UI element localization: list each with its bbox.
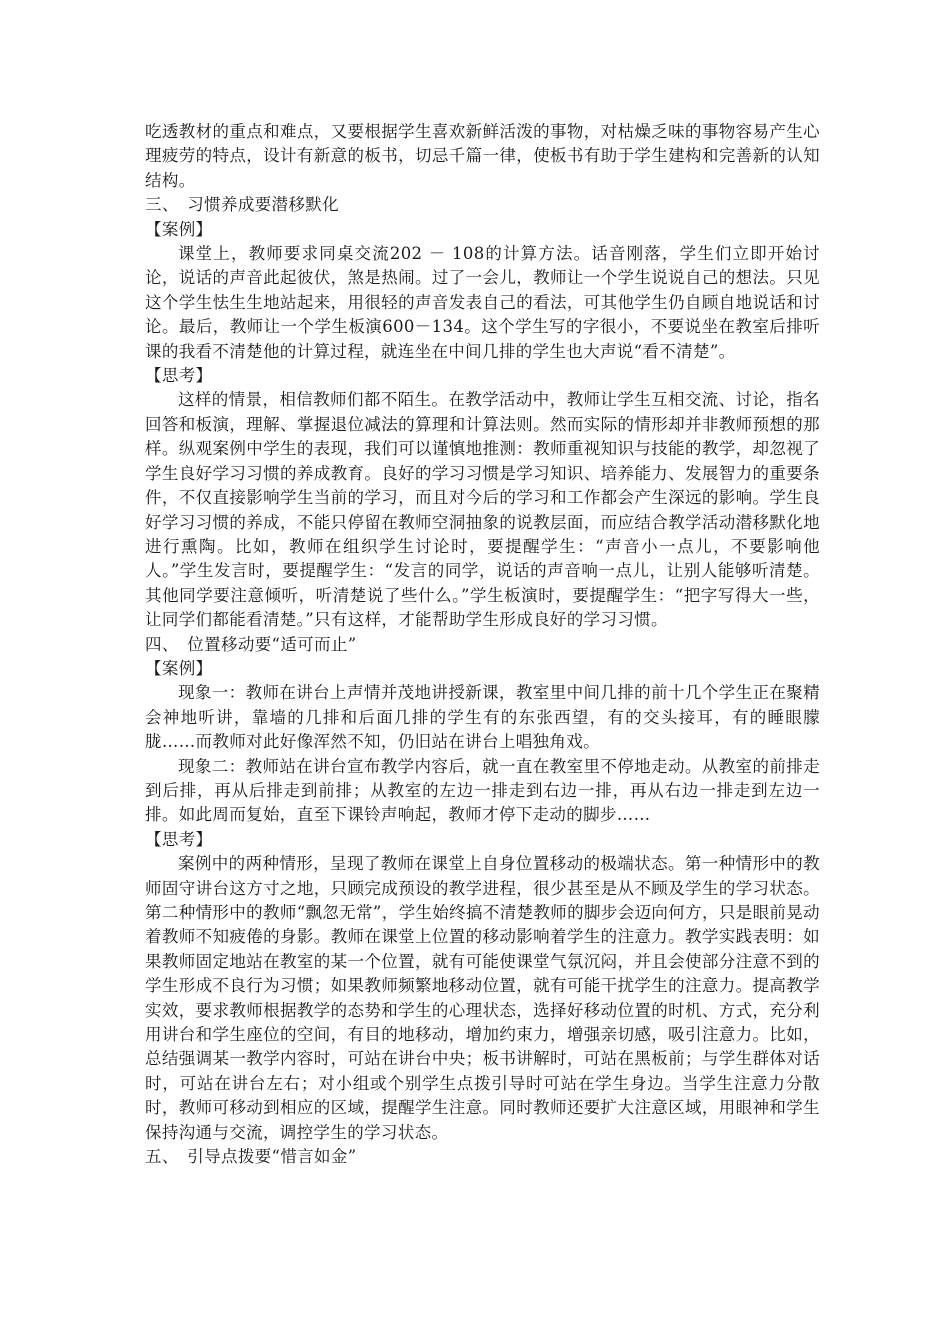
reflection-label: 【思考】 [145,829,213,849]
section-heading-3: 三、 习惯养成要潜移默化 [145,195,339,215]
case-label: 【案例】 [145,219,213,239]
reflection-paragraph: 这样的情景，相信教师们都不陌生。在教学活动中，教师让学生互相交流、讨论，指名回答和板演，理解、掌握退位减法的算理和计算法则。然而实际的情形却并非教师预想的那样。纵观案例中学生的表现，我们可以谨慎地推测：教师重视知识与技能的教学，却忽视了学生良好学习习惯的养成教育。良好的学习习惯是学习知识、培养能力、发展智力的重要条件，不仅直接影响学生当前的学习，而且对今后的学习和工作都会产生深远的影响。学生良好学习习惯的养成，不能只停留在教师空洞抽象的说教层面，而应结合教学活动潜移默化地进行熏陶。比如，教师在组织学生讨论时，要提醒学生：“声音小一点儿，不要影响他人。”学生发言时，要提醒学生：“发言的同学，说话的声音响一点儿，让别人能够听清楚。其他同学要注意倾听，听清楚说了些什么。”学生板演时，要提醒学生：“把字写得大一些，让同学们都能看清楚。”只有这样，才能帮助学生形成良好的学习习惯。 [145,390,820,630]
phenomenon-two-paragraph: 现象二：教师站在讲台宣布教学内容后，就一直在教室里不停地走动。从教室的前排走到后排，再从后排走到前排；从教室的左边一排走到右边一排，再从右边一排走到左边一排。如此周而复始，直至下课铃声响起，教师才停下走动的脚步…… [145,756,820,825]
reflection-paragraph: 案例中的两种情形，呈现了教师在课堂上自身位置移动的极端状态。第一种情形中的教师固守讲台这方寸之地，只顾完成预设的教学进程，很少甚至是从不顾及学生的学习状态。第二种情形中的教师“飘忽无常”，学生始终搞不清楚教师的脚步会迈向何方，只是眼前晃动着教师不知疲倦的身影。教师在课堂上位置的移动影响着学生的注意力。教学实践表明：如果教师固定地站在教室的某一个位置，就有可能使课堂气氛沉闷，并且会使部分注意不到的学生形成不良行为习惯；如果教师频繁地移动位置，就有可能干扰学生的注意力。提高教学实效，要求教师根据教学的态势和学生的心理状态，选择好移动位置的时机、方式，充分利用讲台和学生座位的空间，有目的地移动，增加约束力，增强亲切感，吸引注意力。比如，总结强调某一教学内容时，可站在讲台中央；板书讲解时，可站在黑板前；与学生群体对话时，可站在讲台左右；对小组或个别学生点拨引导时可站在学生身边。当学生注意力分散时，教师可移动到相应的区域，提醒学生注意。同时教师还要扩大注意区域，用眼神和学生保持沟通与交流，调控学生的学习状态。 [145,854,820,1142]
continued-paragraph: 吃透教材的重点和难点，又要根据学生喜欢新鲜活泼的事物，对枯燥乏味的事物容易产生心理疲劳的特点，设计有新意的板书，切忌千篇一律，使板书有助于学生建构和完善新的认知结构。 [145,122,820,190]
case-paragraph: 课堂上，教师要求同桌交流202 － 108的计算方法。话音刚落，学生们立即开始讨论，说话的声音此起彼伏，煞是热闹。过了一会儿，教师让一个学生说说自己的想法。只见这个学生怯生生地站起来，用很轻的声音发表自己的看法，可其他学生仍自顾自地说话和讨论。最后，教师让一个学生板演600－134。这个学生写的字很小，不要说坐在教室后排听课的我看不清楚他的计算过程，就连坐在中间几排的学生也大声说“看不清楚”。 [145,244,820,361]
document-body [145,120,820,1169]
phenomenon-one-paragraph: 现象一：教师在讲台上声情并茂地讲授新课，教室里中间几排的前十几个学生正在聚精会神地听讲，靠墙的几排和后面几排的学生有的东张西望，有的交头接耳，有的睡眼朦胧……而教师对此好像浑然不知，仍旧站在讲台上唱独角戏。 [145,683,820,752]
section-heading-5: 五、 引导点拨要“惜言如金” [145,1147,357,1167]
reflection-label: 【思考】 [145,366,213,386]
case-label: 【案例】 [145,658,213,678]
section-heading-4: 四、 位置移动要“适可而止” [145,634,357,654]
